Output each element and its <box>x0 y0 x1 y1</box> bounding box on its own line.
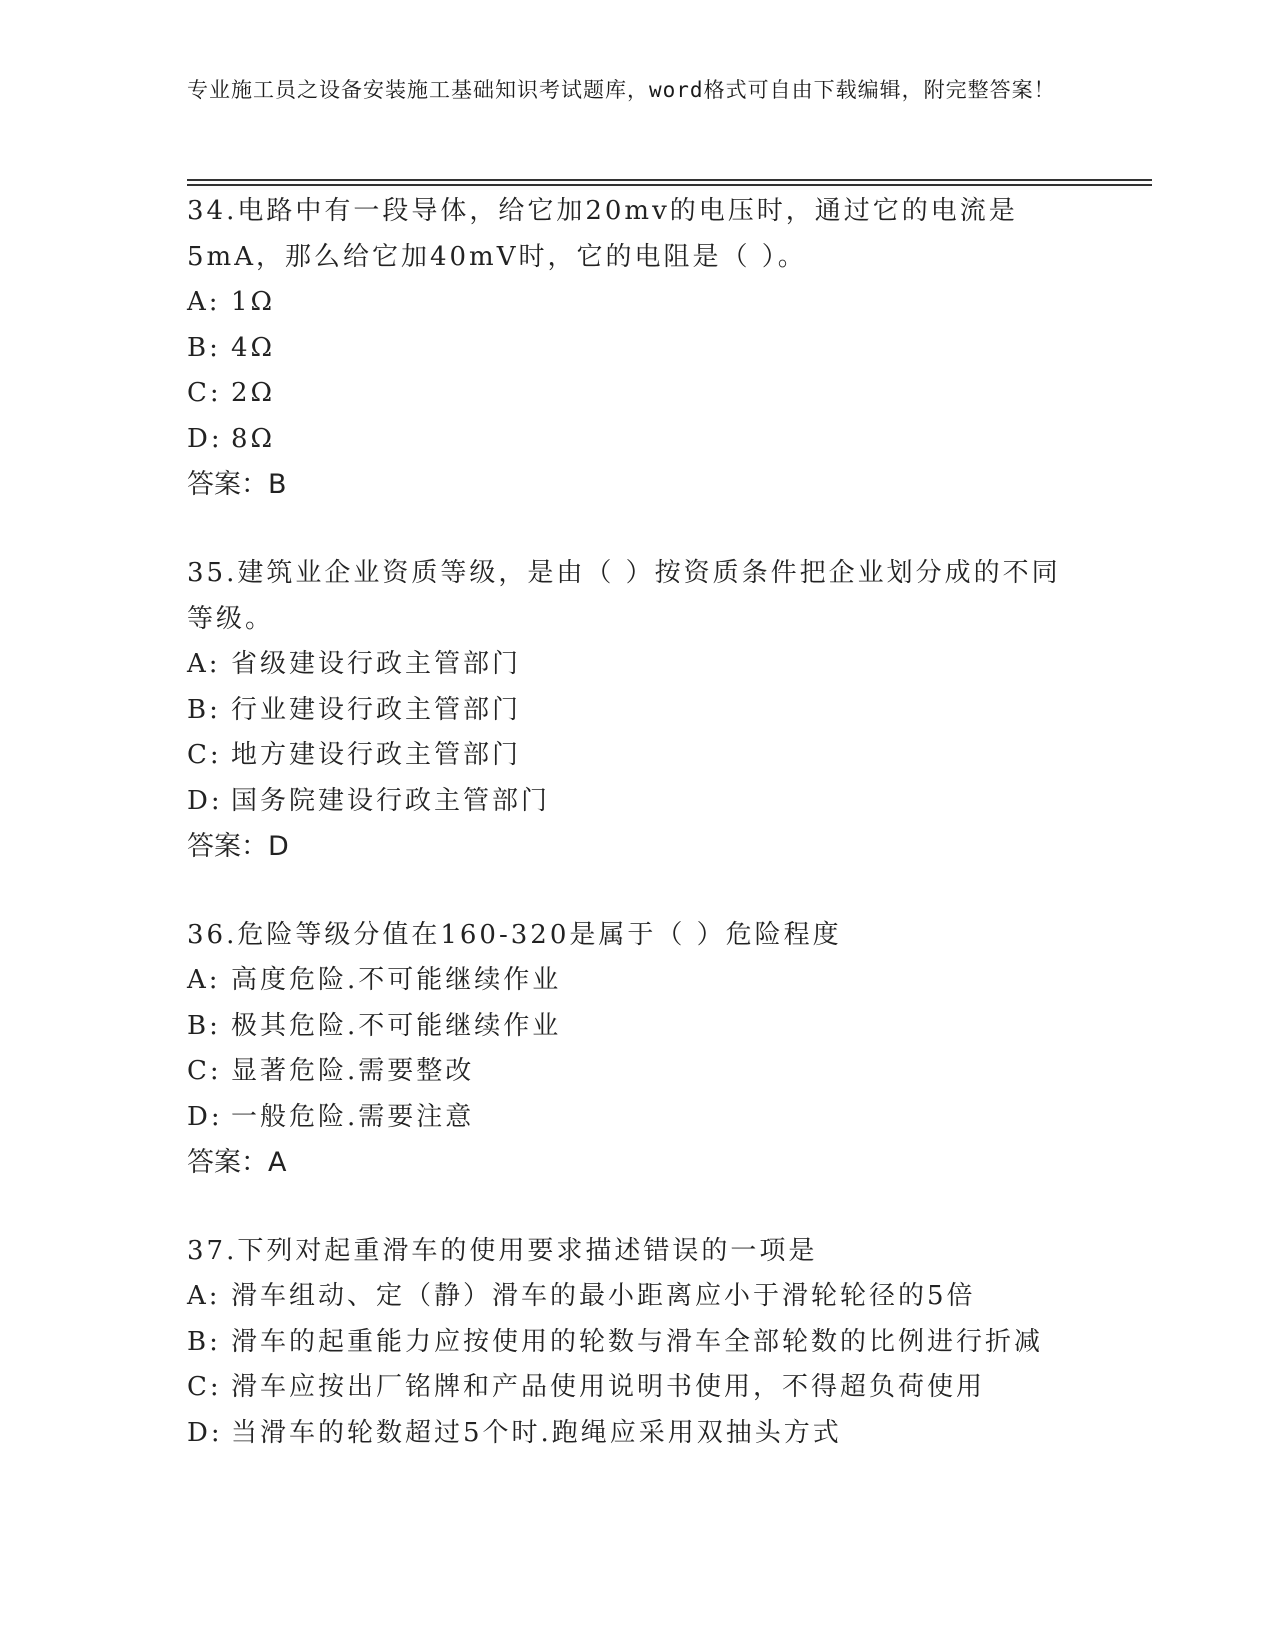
option-d <box>187 1411 1087 1457</box>
option-text: 滑车组动、定（静）滑车的最小距离应小于滑轮轮径的5倍 <box>231 1281 976 1311</box>
option-a <box>187 958 1087 1004</box>
document-title: 专业施工员之设备安装施工基础知识考试题库，word格式可自由下载编辑，附完整答案！ <box>187 78 1056 102</box>
option-key: B: <box>187 1010 221 1041</box>
option-d <box>187 1095 1087 1141</box>
option-c <box>187 733 1087 779</box>
question-35 <box>187 550 1087 870</box>
option-key: B: <box>187 1326 221 1357</box>
option-key: B: <box>187 332 221 363</box>
option-key: D: <box>187 1101 223 1132</box>
option-text: 极其危险.不可能继续作业 <box>231 1010 562 1041</box>
option-key: C: <box>187 378 222 408</box>
option-text: 8Ω <box>231 423 276 454</box>
question-34 <box>187 188 1087 508</box>
option-key: D: <box>187 1417 223 1448</box>
option-b <box>187 326 1087 372</box>
option-text: 行业建设行政主管部门 <box>231 694 522 725</box>
option-c <box>187 371 1087 417</box>
question-stem: 36.危险等级分值在160-320是属于（ ）危险程度 <box>187 920 842 950</box>
option-text: 地方建设行政主管部门 <box>231 740 522 770</box>
option-a <box>187 642 1087 688</box>
option-text: 1Ω <box>231 287 276 317</box>
option-text: 4Ω <box>231 332 276 363</box>
option-key: C: <box>187 1372 222 1402</box>
option-key: B: <box>187 694 221 725</box>
question-37 <box>187 1228 1087 1456</box>
option-key: A: <box>187 965 221 995</box>
option-text: 省级建设行政主管部门 <box>231 649 522 679</box>
option-d <box>187 417 1087 463</box>
option-c <box>187 1365 1087 1411</box>
answer-line: 答案：A <box>187 1147 287 1178</box>
answer-line: 答案：B <box>187 469 287 500</box>
option-key: D: <box>187 423 223 454</box>
option-key: C: <box>187 740 222 770</box>
option-key: C: <box>187 1056 222 1086</box>
option-b <box>187 1320 1087 1366</box>
option-text: 滑车的起重能力应按使用的轮数与滑车全部轮数的比例进行折减 <box>231 1326 1044 1357</box>
option-text: 高度危险.不可能继续作业 <box>231 965 562 995</box>
option-text: 一般危险.需要注意 <box>231 1101 475 1132</box>
question-36 <box>187 912 1087 1186</box>
document-header <box>187 74 1067 106</box>
option-b <box>187 688 1087 734</box>
option-key: A: <box>187 287 221 317</box>
question-list <box>187 188 1087 1498</box>
header-divider-bottom <box>187 184 1152 186</box>
option-text: 显著危险.需要整改 <box>231 1056 475 1086</box>
option-a <box>187 280 1087 326</box>
option-key: D: <box>187 785 223 816</box>
question-stem: 34.电路中有一段导体，给它加20mv的电压时，通过它的电流是5mA，那么给它加40mV时，它的电阻是（ ）。 <box>187 196 1018 272</box>
option-text: 当滑车的轮数超过5个时.跑绳应采用双抽头方式 <box>231 1417 842 1448</box>
option-a <box>187 1274 1087 1320</box>
answer-line: 答案：D <box>187 831 289 862</box>
option-text: 滑车应按出厂铭牌和产品使用说明书使用，不得超负荷使用 <box>231 1372 986 1402</box>
option-text: 2Ω <box>231 378 276 408</box>
option-b <box>187 1004 1087 1050</box>
question-stem: 37.下列对起重滑车的使用要求描述错误的一项是 <box>187 1236 818 1266</box>
question-stem: 35.建筑业企业资质等级，是由（ ）按资质条件把企业划分成的不同等级。 <box>187 558 1061 634</box>
option-key: A: <box>187 649 221 679</box>
header-divider-top <box>187 179 1152 181</box>
option-c <box>187 1049 1087 1095</box>
option-d <box>187 779 1087 825</box>
option-text: 国务院建设行政主管部门 <box>231 785 551 816</box>
option-key: A: <box>187 1281 221 1311</box>
